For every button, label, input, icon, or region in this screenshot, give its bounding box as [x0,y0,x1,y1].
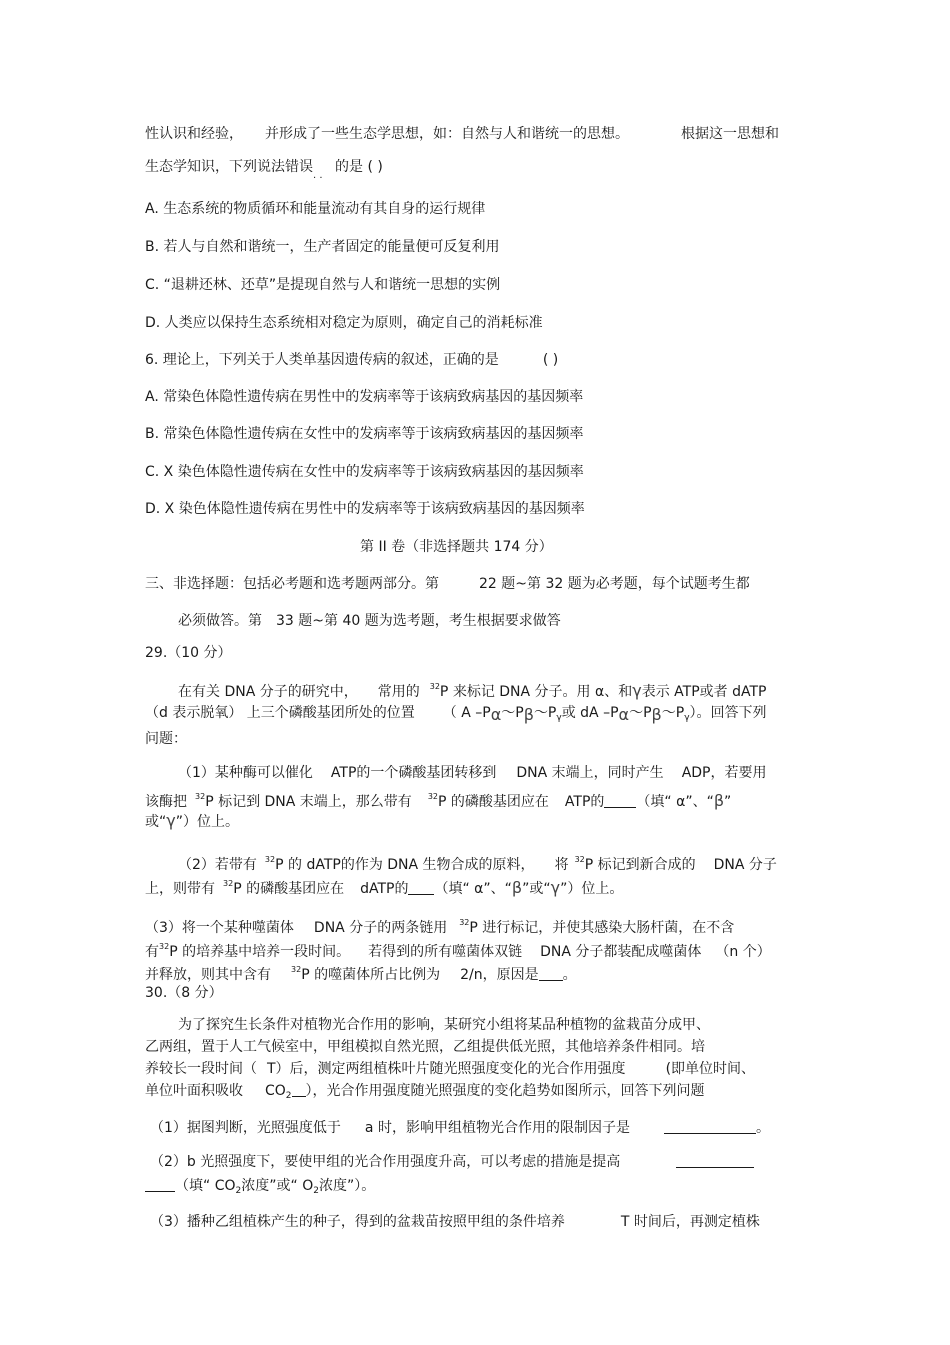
q30-sub3: （3）播种乙组植株产生的种子，得到的盆栽苗按照甲组的条件培养 T 时间后，再测定植株 [150,1214,760,1230]
q29-sub2-line2: 上，则带有 $^{32}$P 的磷酸基团应在 dATP的 （填“ α”、“β”或“γ”）位上。 [145,878,624,897]
answer-blank [292,1082,306,1097]
q29-para-2: （d 表示脱氧） 上三个磷酸基团所处的位置 （ A $-P_\alpha\sim P_\beta\sim P_\gamma$或 dA $-P_\alpha\sim P_\beta\sim P_\gamma$）。回答下列 [145,705,767,724]
q5-option-b: B. 若人与自然和谐统一，生产者固定的能量便可反复利用 [145,239,500,255]
intro-line-2: 生态学知识，下列说法错误 的是 ( ) [145,159,383,175]
q30-para-4: 单位叶面积吸收 $CO_2$ ），光合作用强度随光照强度的变化趋势如图所示，回答下列问题 [145,1083,705,1101]
emphasis-dots: . . [313,170,323,181]
q6-option-a: A. 常染色体隐性遗传病在男性中的发病率等于该病致病基因的基因频率 [145,389,584,405]
q29-sub1-line2: 该酶把 $^{32}$P 标记到 DNA 末端上，那么带有 $^{32}$P 的磷酸基团应在 ATP的 （填“ α”、“β” [145,791,732,810]
q29-sub1-line1: （1）某种酶可以催化 ATP的一个磷酸基团转移到 DNA 末端上，同时产生 ADP，若要用 [178,765,767,781]
q6-option-d: D. X 染色体隐性遗传病在男性中的发病率等于该病致病基因的基因频率 [145,501,585,517]
q29-sub3-line3: 并释放，则其中含有 $^{32}$P 的噬菌体所占比例为 2/n，原因是 。 [145,965,577,983]
q30-para-1: 为了探究生长条件对植物光合作用的影响，某研究小组将某品种植物的盆栽苗分成甲、 [178,1017,710,1033]
q30-para-2: 乙两组，置于人工气候室中，甲组模拟自然光照，乙组提供低光照，其他培养条件相同。培 [145,1039,705,1055]
answer-blank [604,793,636,808]
answer-blank [676,1153,754,1168]
answer-blank [408,880,434,895]
section-2-instruction-2: 必须做答。第 33 题~第 40 题为选考题，考生根据要求做答 [178,613,561,629]
q30-sub2-line2: （填“ $CO_2$浓度”或“ $O_2$浓度”）。 [145,1176,375,1201]
q30-sub1: （1）据图判断，光照强度低于 a 时，影响甲组植物光合作用的限制因子是 。 [150,1120,770,1136]
q5-option-c: C. “退耕还林、还草”是提现自然与人和谐统一思想的实例 [145,277,501,293]
q29-sub2-line1: （2）若带有 $^{32}$P 的 dATP的作为 DNA 生物合成的原料， 将 $^{32}$P 标记到新合成的 DNA 分子 [178,855,777,873]
q29-para-1: 在有关 DNA 分子的研究中， 常用的 $^{32}$P 来标记 DNA 分子。用 α、和γ表示 ATP或者 dATP [178,681,767,700]
q6-option-b: B. 常染色体隐性遗传病在女性中的发病率等于该病致病基因的基因频率 [145,426,584,442]
q5-option-a: A. 生态系统的物质循环和能量流动有其自身的运行规律 [145,201,486,217]
q29-sub3-line1: （3）将一个某种噬菌体 DNA 分子的两条链用 $^{32}$P 进行标记，并使其感染大肠杆菌，在不含 [145,918,735,936]
section-2-title: 第 II 卷（非选择题共 174 分） [360,539,553,555]
answer-blank [664,1119,756,1134]
answer-blank [539,966,563,981]
q6-option-c: C. X 染色体隐性遗传病在女性中的发病率等于该病致病基因的基因频率 [145,464,584,480]
intro-line-1: 性认识和经验， 并形成了一些生态学思想，如：自然与人和谐统一的思想。 根据这一思想和 [145,126,779,142]
q30-para-3: 养较长一段时间（ T）后，测定两组植株叶片随光照强度变化的光合作用强度 (即单位时间、 [145,1061,756,1077]
q5-option-d: D. 人类应以保持生态系统相对稳定为原则，确定自己的消耗标准 [145,315,543,331]
q6-stem: 6. 理论上，下列关于人类单基因遗传病的叙述，正确的是 ( ) [145,352,559,368]
q29-sub3-line2: 有$^{32}$P 的培养基中培养一段时间。 若得到的所有噬菌体双链 DNA 分子都装配成噬菌体 （n 个） [145,942,771,960]
section-2-instruction-1: 三、非选择题：包括必考题和选考题两部分。第 22 题~第 32 题为必考题，每个试题考生都 [145,576,750,592]
q30-sub2-line1: （2）b 光照强度下，要使甲组的光合作用强度升高，可以考虑的措施是提高 [150,1152,754,1172]
q29-header: 29.（10 分） [145,645,232,661]
q29-sub1-line3: 或“γ”）位上。 [145,811,239,830]
q29-para-3: 问题： [145,731,187,747]
q30-header: 30.（8 分） [145,985,223,1001]
answer-blank [145,1177,175,1192]
